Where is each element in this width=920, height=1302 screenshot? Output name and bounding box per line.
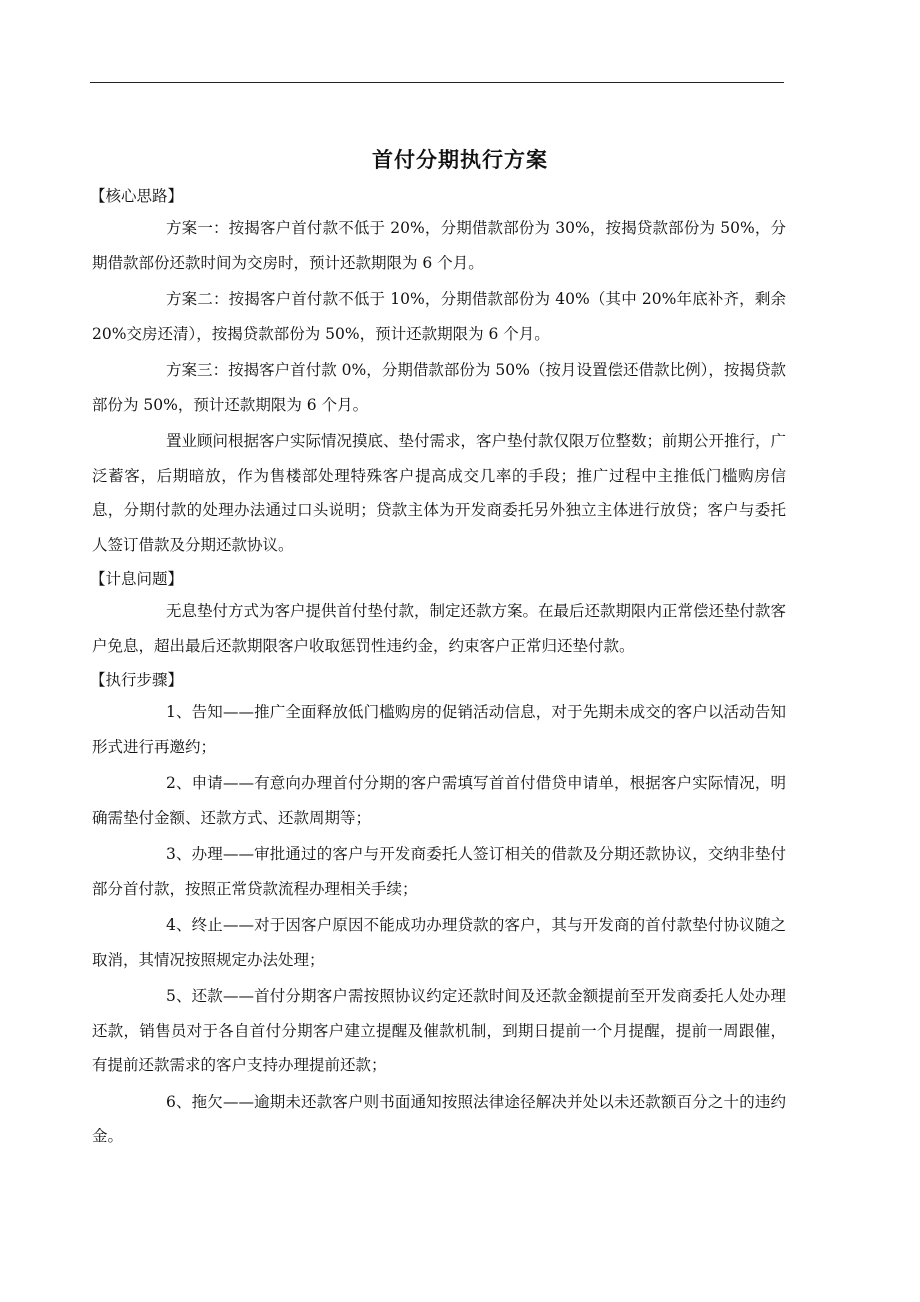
plan-one-paragraph: 方案一：按揭客户首付款不低于 20%，分期借款部份为 30%，按揭贷款部份为 50%，分期借款部份还款时间为交房时，预计还款期限为 6 个月。 bbox=[92, 219, 786, 272]
step-process: 3、办理——审批通过的客户与开发商委托人签订相关的借款及分期还款协议，交纳非垫付部分首付款，按照正常贷款流程办理相关手续； bbox=[92, 845, 786, 898]
step-default: 6、拖欠——逾期未还款客户则书面通知按照法律途径解决并处以未还款额百分之十的违约金。 bbox=[92, 1092, 786, 1145]
page-title: 首付分期执行方案 bbox=[372, 148, 548, 172]
section-heading-steps: 【执行步骤】 bbox=[90, 671, 184, 689]
plan-two-paragraph: 方案二：按揭客户首付款不低于 10%，分期借款部份为 40%（其中 20%年底补齐，剩余 20%交房还清），按揭贷款部份为 50%，预计还款期限为 6 个月。 bbox=[92, 290, 786, 343]
step-repay: 5、还款——首付分期客户需按照协议约定还款时间及还款金额提前至开发商委托人处办理还款，销售员对于各自首付分期客户建立提醒及催款机制，到期日提前一个月提醒，提前一周跟催，有提前还款需求的客户支持办理提前还款； bbox=[92, 987, 786, 1074]
step-terminate: 4、终止——对于因客户原因不能成功办理贷款的客户，其与开发商的首付款垫付协议随之取消，其情况按照规定办法处理； bbox=[92, 916, 786, 969]
section-heading-interest: 【计息问题】 bbox=[90, 570, 184, 588]
document-body bbox=[92, 181, 786, 1154]
header-rule bbox=[90, 82, 784, 83]
interest-paragraph: 无息垫付方式为客户提供首付垫付款，制定还款方案。在最后还款期限内正常偿还垫付款客户免息，超出最后还款期限客户收取惩罚性违约金，约束客户正常归还垫付款。 bbox=[92, 602, 787, 655]
plan-three-paragraph: 方案三：按揭客户首付款 0%，分期借款部份为 50%（按月设置偿还借款比例），按揭贷款部份为 50%，预计还款期限为 6 个月。 bbox=[92, 361, 786, 414]
section-heading-core-idea: 【核心思路】 bbox=[90, 187, 184, 205]
step-apply: 2、申请——有意向办理首付分期的客户需填写首首付借贷申请单，根据客户实际情况，明确需垫付金额、还款方式、还款周期等； bbox=[92, 774, 786, 827]
consultant-paragraph: 置业顾问根据客户实际情况摸底、垫付需求，客户垫付款仅限万位整数；前期公开推行，广泛蓄客，后期暗放，作为售楼部处理特殊客户提高成交几率的手段；推广过程中主推低门槛购房信息，分期付款的处理办法通过口头说明；贷款主体为开发商委托另外独立主体进行放贷；客户与委托人签订借款及分期还款协议。 bbox=[92, 432, 787, 554]
step-notify: 1、告知——推广全面释放低门槛购房的促销活动信息，对于先期未成交的客户以活动告知形式进行再邀约； bbox=[92, 703, 786, 756]
